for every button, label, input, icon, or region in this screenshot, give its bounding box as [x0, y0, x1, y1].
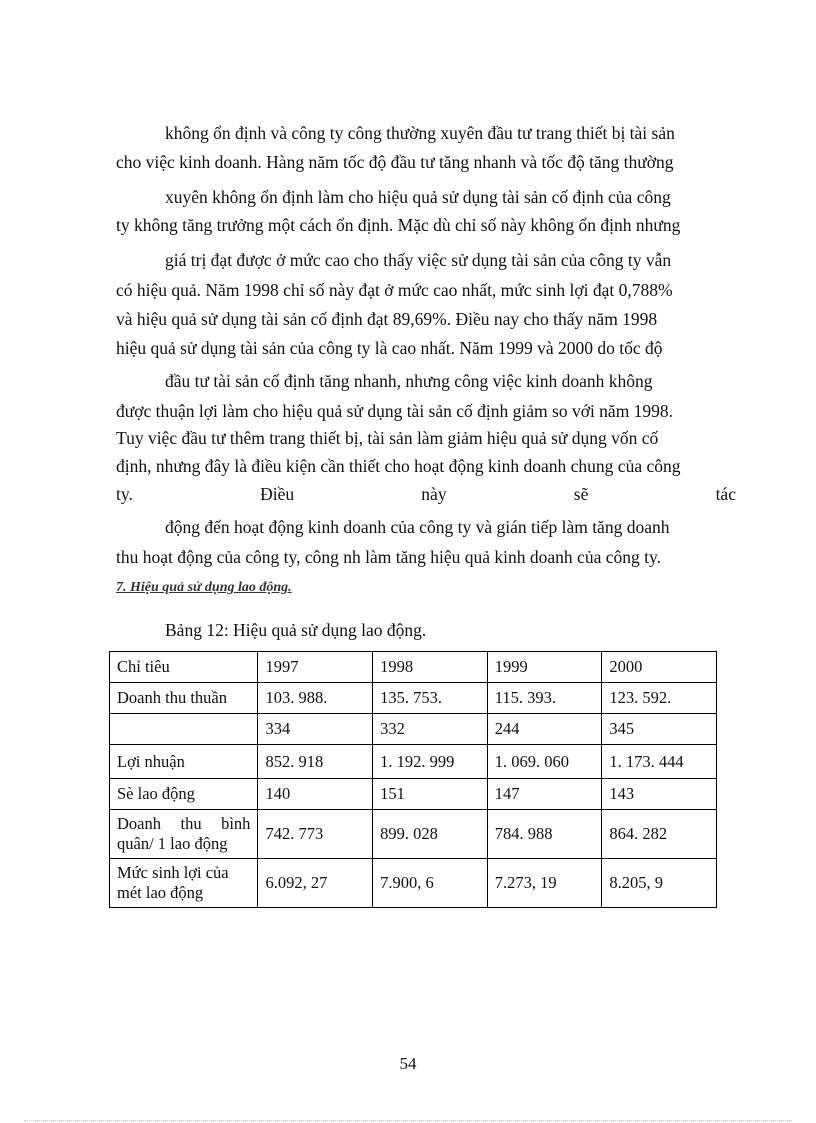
section-heading: 7. Hiệu quả sử dụng lao động. [116, 580, 292, 595]
table-cell: 784. 988 [487, 810, 602, 859]
header-cell: 1999 [487, 652, 602, 683]
table-cell: Mức sinh lợi của mét lao động [110, 859, 258, 908]
table-cell: 123. 592. [602, 683, 717, 714]
table-cell [110, 714, 258, 745]
table-header-row [110, 652, 717, 683]
table-cell: 244 [487, 714, 602, 745]
word: tác [715, 484, 736, 504]
body-line: động đến hoạt động kinh doanh của công ty và gián tiếp làm tăng doanh [165, 517, 670, 537]
table-row [110, 714, 717, 745]
body-line: xuyên không ổn định làm cho hiệu quả sử dụng tài sản cố định của công [165, 187, 671, 207]
table-row [110, 779, 717, 810]
header-cell: Chỉ tiêu [110, 652, 258, 683]
table-row [110, 745, 717, 779]
table-cell: 6.092, 27 [258, 859, 373, 908]
table-cell: Doanh thu thuần [110, 683, 258, 714]
table-row [110, 683, 717, 714]
word: này [421, 484, 447, 504]
table-cell: 103. 988. [258, 683, 373, 714]
labor-efficiency-table [109, 651, 717, 908]
table-cell: 899. 028 [373, 810, 488, 859]
table-cell: 135. 753. [373, 683, 488, 714]
table-cell: 334 [258, 714, 373, 745]
body-line-spread [116, 483, 736, 505]
word: sẽ [573, 484, 589, 504]
table-cell: 147 [487, 779, 602, 810]
body-line: không ổn định và công ty công thường xuyên đầu tư trang thiết bị tài sản [165, 123, 675, 143]
table-cell: 1. 192. 999 [373, 745, 488, 779]
table-cell: 852. 918 [258, 745, 373, 779]
table-cell: 742. 773 [258, 810, 373, 859]
table-cell: 8.205, 9 [602, 859, 717, 908]
table-cell: 7.273, 19 [487, 859, 602, 908]
body-line: định, nhưng đây là điều kiện cần thiết cho hoạt động kinh doanh chung của công [116, 456, 681, 476]
table-cell: 151 [373, 779, 488, 810]
header-cell: 1997 [258, 652, 373, 683]
table-caption: Bảng 12: Hiệu quả sử dụng lao động. [165, 620, 427, 640]
table-cell: Doanh thu bình quân/ 1 lao động [110, 810, 258, 859]
table-cell: 140 [258, 779, 373, 810]
header-cell: 1998 [373, 652, 488, 683]
header-cell: 2000 [602, 652, 717, 683]
word: Điều [260, 484, 295, 504]
body-line: đầu tư tài sản cố định tăng nhanh, nhưng công việc kinh doanh không [165, 371, 653, 391]
table-row [110, 810, 717, 859]
body-line: cho việc kinh doanh. Hàng năm tốc độ đầu tư tăng nhanh và tốc độ tăng thường [116, 152, 674, 172]
table-cell: 345 [602, 714, 717, 745]
body-line: được thuận lợi làm cho hiệu quả sử dụng tài sản cố định giảm so với năm 1998. [116, 401, 674, 421]
body-line: có hiệu quả. Năm 1998 chỉ số này đạt ở mức cao nhất, mức sinh lợi đạt 0,788% [116, 280, 673, 300]
table-cell: 864. 282 [602, 810, 717, 859]
table-cell: 1. 069. 060 [487, 745, 602, 779]
table-cell: Sè lao động [110, 779, 258, 810]
table-cell: 143 [602, 779, 717, 810]
footer-divider [24, 1120, 792, 1121]
table-cell: 1. 173. 444 [602, 745, 717, 779]
body-line: và hiệu quả sử dụng tài sản cố định đạt 89,69%. Điều nay cho thấy năm 1998 [116, 309, 658, 329]
table-cell: 115. 393. [487, 683, 602, 714]
body-line: Tuy việc đầu tư thêm trang thiết bị, tài sản làm giảm hiệu quả sử dụng vốn cố [116, 428, 659, 448]
body-line: ty không tăng trưởng một cách ổn định. Mặc dù chỉ số này không ổn định nhưng [116, 215, 681, 235]
body-line: hiệu quả sử dụng tài sản của công ty là cao nhất. Năm 1999 và 2000 do tốc độ [116, 338, 663, 358]
body-line: thu hoạt động của công ty, công nh làm tăng hiệu quả kinh doanh của công ty. [116, 547, 661, 567]
body-line: giá trị đạt được ở mức cao cho thấy việc sử dụng tài sản của công ty vẫn [165, 250, 672, 270]
word: ty. [116, 484, 133, 504]
table-cell: 332 [373, 714, 488, 745]
table-cell: 7.900, 6 [373, 859, 488, 908]
table-cell: Lợi nhuận [110, 745, 258, 779]
page-number: 54 [399, 1054, 417, 1073]
table-row [110, 859, 717, 908]
